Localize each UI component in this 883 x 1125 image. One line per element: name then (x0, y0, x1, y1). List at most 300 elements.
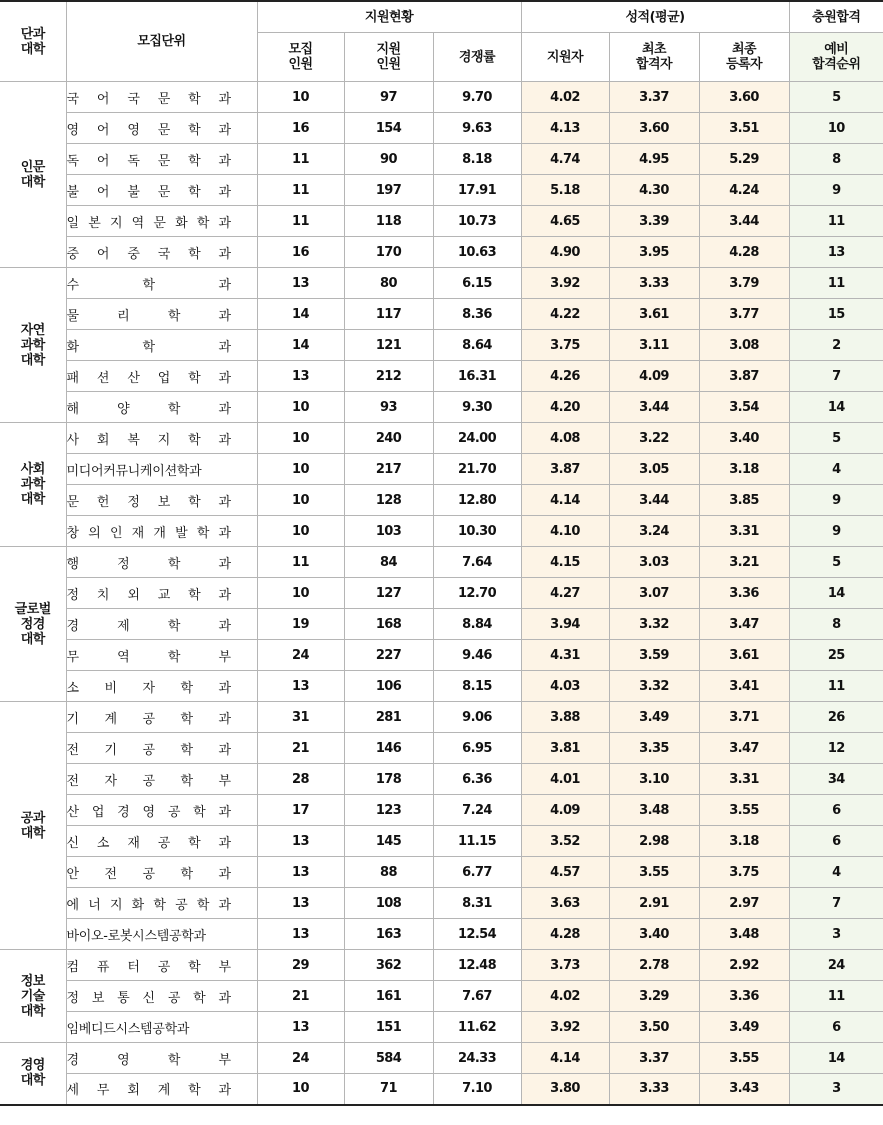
table-header (0, 1, 883, 82)
waitlist-rank-cell: 11 (789, 981, 883, 1012)
waitlist-rank-cell: 26 (789, 702, 883, 733)
quota-cell: 11 (257, 547, 344, 578)
grade-applicants-cell: 4.10 (521, 516, 609, 547)
waitlist-rank-cell: 7 (789, 361, 883, 392)
quota-cell: 11 (257, 175, 344, 206)
grade-applicants-cell: 4.57 (521, 857, 609, 888)
recruitment-unit: 화 학 과 (66, 330, 257, 361)
recruitment-unit: 경 제 학 과 (66, 609, 257, 640)
table-row (0, 640, 883, 671)
table-row (0, 795, 883, 826)
college-name: 경영 대학 (0, 1043, 66, 1105)
grade-first-pass-cell: 3.35 (609, 733, 699, 764)
table-row (0, 888, 883, 919)
grade-first-pass-cell: 2.78 (609, 950, 699, 981)
grade-first-pass-cell: 3.37 (609, 82, 699, 113)
grade-first-pass-cell: 3.22 (609, 423, 699, 454)
applicants-cell: 84 (344, 547, 433, 578)
college-name: 글로벌 정경 대학 (0, 547, 66, 702)
table-row (0, 981, 883, 1012)
grade-final-reg-cell: 3.08 (699, 330, 789, 361)
grade-applicants-cell: 3.87 (521, 454, 609, 485)
grade-first-pass-cell: 3.32 (609, 671, 699, 702)
competition-rate-cell: 9.06 (433, 702, 521, 733)
grade-final-reg-cell: 3.55 (699, 1043, 789, 1074)
grade-final-reg-cell: 3.41 (699, 671, 789, 702)
recruitment-unit: 전 자 공 학 부 (66, 764, 257, 795)
recruitment-unit: 기 계 공 학 과 (66, 702, 257, 733)
table-row (0, 454, 883, 485)
grade-first-pass-cell: 3.50 (609, 1012, 699, 1043)
waitlist-rank-cell: 8 (789, 144, 883, 175)
applicants-cell: 197 (344, 175, 433, 206)
waitlist-rank-cell: 25 (789, 640, 883, 671)
applicants-cell: 97 (344, 82, 433, 113)
applicants-cell: 117 (344, 299, 433, 330)
header-competition-rate: 경쟁률 (433, 33, 521, 82)
recruitment-unit: 국 어 국 문 학 과 (66, 82, 257, 113)
grade-final-reg-cell: 4.24 (699, 175, 789, 206)
grade-first-pass-cell: 3.29 (609, 981, 699, 1012)
quota-cell: 24 (257, 640, 344, 671)
applicants-cell: 212 (344, 361, 433, 392)
grade-final-reg-cell: 3.31 (699, 764, 789, 795)
waitlist-rank-cell: 5 (789, 82, 883, 113)
header-grade-final-reg: 최종 등록자 (699, 33, 789, 82)
applicants-cell: 227 (344, 640, 433, 671)
competition-rate-cell: 8.64 (433, 330, 521, 361)
recruitment-unit: 패 션 산 업 학 과 (66, 361, 257, 392)
applicants-cell: 163 (344, 919, 433, 950)
grade-first-pass-cell: 3.59 (609, 640, 699, 671)
recruitment-unit: 중 어 중 국 학 과 (66, 237, 257, 268)
recruitment-unit: 바이오-로봇시스템공학과 (66, 919, 257, 950)
grade-first-pass-cell: 3.37 (609, 1043, 699, 1074)
applicants-cell: 170 (344, 237, 433, 268)
table-row (0, 950, 883, 981)
college-name: 정보 기술 대학 (0, 950, 66, 1043)
waitlist-rank-cell: 14 (789, 1043, 883, 1074)
grade-applicants-cell: 4.08 (521, 423, 609, 454)
quota-cell: 10 (257, 485, 344, 516)
grade-final-reg-cell: 2.92 (699, 950, 789, 981)
quota-cell: 13 (257, 826, 344, 857)
waitlist-rank-cell: 9 (789, 516, 883, 547)
competition-rate-cell: 9.30 (433, 392, 521, 423)
competition-rate-cell: 11.15 (433, 826, 521, 857)
waitlist-rank-cell: 13 (789, 237, 883, 268)
grade-applicants-cell: 4.28 (521, 919, 609, 950)
quota-cell: 10 (257, 454, 344, 485)
header-unit: 모집단위 (66, 1, 257, 82)
grade-applicants-cell: 4.27 (521, 578, 609, 609)
grade-applicants-cell: 3.94 (521, 609, 609, 640)
quota-cell: 13 (257, 919, 344, 950)
grade-applicants-cell: 3.75 (521, 330, 609, 361)
applicants-cell: 127 (344, 578, 433, 609)
grade-applicants-cell: 4.65 (521, 206, 609, 237)
quota-cell: 28 (257, 764, 344, 795)
grade-final-reg-cell: 3.54 (699, 392, 789, 423)
quota-cell: 13 (257, 1012, 344, 1043)
quota-cell: 21 (257, 981, 344, 1012)
recruitment-unit: 사 회 복 지 학 과 (66, 423, 257, 454)
quota-cell: 17 (257, 795, 344, 826)
recruitment-unit: 무 역 학 부 (66, 640, 257, 671)
header-grades-avg: 성적(평균) (521, 1, 789, 33)
recruitment-unit: 독 어 독 문 학 과 (66, 144, 257, 175)
grade-applicants-cell: 4.22 (521, 299, 609, 330)
waitlist-rank-cell: 3 (789, 1074, 883, 1105)
grade-applicants-cell: 4.09 (521, 795, 609, 826)
grade-applicants-cell: 4.90 (521, 237, 609, 268)
grade-final-reg-cell: 3.87 (699, 361, 789, 392)
recruitment-unit: 컴 퓨 터 공 학 부 (66, 950, 257, 981)
applicants-cell: 93 (344, 392, 433, 423)
recruitment-unit: 창 의 인 재 개 발 학 과 (66, 516, 257, 547)
waitlist-rank-cell: 11 (789, 206, 883, 237)
table-row (0, 702, 883, 733)
grade-first-pass-cell: 3.03 (609, 547, 699, 578)
competition-rate-cell: 7.10 (433, 1074, 521, 1105)
applicants-cell: 151 (344, 1012, 433, 1043)
table-row (0, 268, 883, 299)
table-row (0, 609, 883, 640)
applicants-cell: 90 (344, 144, 433, 175)
competition-rate-cell: 6.77 (433, 857, 521, 888)
table-row (0, 175, 883, 206)
grade-first-pass-cell: 2.98 (609, 826, 699, 857)
grade-applicants-cell: 4.13 (521, 113, 609, 144)
waitlist-rank-cell: 6 (789, 1012, 883, 1043)
table-row (0, 1074, 883, 1105)
recruitment-unit: 정 보 통 신 공 학 과 (66, 981, 257, 1012)
grade-first-pass-cell: 3.49 (609, 702, 699, 733)
grade-first-pass-cell: 3.44 (609, 392, 699, 423)
applicants-cell: 88 (344, 857, 433, 888)
table-row (0, 857, 883, 888)
quota-cell: 11 (257, 144, 344, 175)
waitlist-rank-cell: 3 (789, 919, 883, 950)
grade-final-reg-cell: 5.29 (699, 144, 789, 175)
table-row (0, 361, 883, 392)
quota-cell: 13 (257, 888, 344, 919)
competition-rate-cell: 10.30 (433, 516, 521, 547)
table-row (0, 547, 883, 578)
recruitment-unit: 불 어 불 문 학 과 (66, 175, 257, 206)
waitlist-rank-cell: 4 (789, 857, 883, 888)
header-grade-applicants: 지원자 (521, 33, 609, 82)
grade-first-pass-cell: 3.07 (609, 578, 699, 609)
college-name: 공과 대학 (0, 702, 66, 950)
recruitment-unit: 산 업 경 영 공 학 과 (66, 795, 257, 826)
applicants-cell: 154 (344, 113, 433, 144)
applicants-cell: 146 (344, 733, 433, 764)
table-row (0, 330, 883, 361)
applicants-cell: 584 (344, 1043, 433, 1074)
header-grade-first-pass: 최초 합격자 (609, 33, 699, 82)
waitlist-rank-cell: 6 (789, 795, 883, 826)
header-college: 단과 대학 (0, 1, 66, 82)
recruitment-unit: 세 무 회 계 학 과 (66, 1074, 257, 1105)
waitlist-rank-cell: 7 (789, 888, 883, 919)
grade-first-pass-cell: 3.44 (609, 485, 699, 516)
waitlist-rank-cell: 14 (789, 392, 883, 423)
grade-first-pass-cell: 3.32 (609, 609, 699, 640)
applicants-cell: 106 (344, 671, 433, 702)
waitlist-rank-cell: 5 (789, 547, 883, 578)
grade-first-pass-cell: 3.11 (609, 330, 699, 361)
grade-first-pass-cell: 3.40 (609, 919, 699, 950)
college-name: 사회 과학 대학 (0, 423, 66, 547)
grade-applicants-cell: 3.88 (521, 702, 609, 733)
competition-rate-cell: 8.36 (433, 299, 521, 330)
applicants-cell: 123 (344, 795, 433, 826)
grade-applicants-cell: 4.14 (521, 485, 609, 516)
waitlist-rank-cell: 4 (789, 454, 883, 485)
waitlist-rank-cell: 15 (789, 299, 883, 330)
college-name: 자연 과학 대학 (0, 268, 66, 423)
competition-rate-cell: 12.54 (433, 919, 521, 950)
table-row (0, 516, 883, 547)
header-waitlist-rank: 예비 합격순위 (789, 33, 883, 82)
grade-final-reg-cell: 3.51 (699, 113, 789, 144)
quota-cell: 16 (257, 237, 344, 268)
applicants-cell: 168 (344, 609, 433, 640)
quota-cell: 13 (257, 268, 344, 299)
applicants-cell: 217 (344, 454, 433, 485)
grade-applicants-cell: 3.80 (521, 1074, 609, 1105)
grade-first-pass-cell: 3.10 (609, 764, 699, 795)
table-row (0, 578, 883, 609)
table-row (0, 237, 883, 268)
waitlist-rank-cell: 6 (789, 826, 883, 857)
grade-applicants-cell: 4.26 (521, 361, 609, 392)
competition-rate-cell: 8.18 (433, 144, 521, 175)
competition-rate-cell: 9.63 (433, 113, 521, 144)
quota-cell: 13 (257, 361, 344, 392)
grade-applicants-cell: 4.14 (521, 1043, 609, 1074)
grade-first-pass-cell: 3.60 (609, 113, 699, 144)
competition-rate-cell: 24.33 (433, 1043, 521, 1074)
recruitment-unit: 임베디드시스템공학과 (66, 1012, 257, 1043)
grade-final-reg-cell: 3.36 (699, 578, 789, 609)
grade-final-reg-cell: 3.71 (699, 702, 789, 733)
waitlist-rank-cell: 12 (789, 733, 883, 764)
grade-applicants-cell: 4.31 (521, 640, 609, 671)
applicants-cell: 71 (344, 1074, 433, 1105)
grade-final-reg-cell: 3.31 (699, 516, 789, 547)
grade-applicants-cell: 3.81 (521, 733, 609, 764)
grade-final-reg-cell: 3.44 (699, 206, 789, 237)
grade-final-reg-cell: 3.60 (699, 82, 789, 113)
recruitment-unit: 일 본 지 역 문 화 학 과 (66, 206, 257, 237)
waitlist-rank-cell: 11 (789, 671, 883, 702)
recruitment-unit: 신 소 재 공 학 과 (66, 826, 257, 857)
grade-first-pass-cell: 3.33 (609, 268, 699, 299)
competition-rate-cell: 6.15 (433, 268, 521, 299)
table-row (0, 392, 883, 423)
applicants-cell: 108 (344, 888, 433, 919)
waitlist-rank-cell: 9 (789, 485, 883, 516)
header-additional-pass: 충원합격 (789, 1, 883, 33)
quota-cell: 10 (257, 516, 344, 547)
applicants-cell: 240 (344, 423, 433, 454)
competition-rate-cell: 17.91 (433, 175, 521, 206)
waitlist-rank-cell: 9 (789, 175, 883, 206)
recruitment-unit: 영 어 영 문 학 과 (66, 113, 257, 144)
recruitment-unit: 안 전 공 학 과 (66, 857, 257, 888)
grade-first-pass-cell: 2.91 (609, 888, 699, 919)
applicants-cell: 118 (344, 206, 433, 237)
recruitment-unit: 전 기 공 학 과 (66, 733, 257, 764)
waitlist-rank-cell: 2 (789, 330, 883, 361)
recruitment-unit: 해 양 학 과 (66, 392, 257, 423)
table-row (0, 206, 883, 237)
applicants-cell: 128 (344, 485, 433, 516)
applicants-cell: 178 (344, 764, 433, 795)
quota-cell: 14 (257, 330, 344, 361)
quota-cell: 13 (257, 857, 344, 888)
recruitment-unit: 소 비 자 학 과 (66, 671, 257, 702)
table-body (0, 82, 883, 1105)
table-row (0, 82, 883, 113)
table-row (0, 485, 883, 516)
grade-final-reg-cell: 3.43 (699, 1074, 789, 1105)
table-row (0, 299, 883, 330)
table-row (0, 423, 883, 454)
waitlist-rank-cell: 24 (789, 950, 883, 981)
header-applicants: 지원 인원 (344, 33, 433, 82)
competition-rate-cell: 12.48 (433, 950, 521, 981)
quota-cell: 24 (257, 1043, 344, 1074)
grade-final-reg-cell: 3.48 (699, 919, 789, 950)
grade-final-reg-cell: 3.77 (699, 299, 789, 330)
waitlist-rank-cell: 34 (789, 764, 883, 795)
grade-final-reg-cell: 3.47 (699, 733, 789, 764)
competition-rate-cell: 7.67 (433, 981, 521, 1012)
grade-first-pass-cell: 3.48 (609, 795, 699, 826)
competition-rate-cell: 8.15 (433, 671, 521, 702)
competition-rate-cell: 6.36 (433, 764, 521, 795)
grade-first-pass-cell: 4.30 (609, 175, 699, 206)
competition-rate-cell: 12.80 (433, 485, 521, 516)
waitlist-rank-cell: 10 (789, 113, 883, 144)
grade-final-reg-cell: 3.79 (699, 268, 789, 299)
quota-cell: 10 (257, 578, 344, 609)
grade-applicants-cell: 3.52 (521, 826, 609, 857)
waitlist-rank-cell: 11 (789, 268, 883, 299)
applicants-cell: 362 (344, 950, 433, 981)
recruitment-unit: 미디어커뮤니케이션학과 (66, 454, 257, 485)
grade-applicants-cell: 4.74 (521, 144, 609, 175)
grade-applicants-cell: 4.02 (521, 82, 609, 113)
table-row (0, 671, 883, 702)
table-row (0, 919, 883, 950)
applicants-cell: 103 (344, 516, 433, 547)
competition-rate-cell: 11.62 (433, 1012, 521, 1043)
grade-final-reg-cell: 3.18 (699, 826, 789, 857)
competition-rate-cell: 7.64 (433, 547, 521, 578)
college-name: 인문 대학 (0, 82, 66, 268)
grade-first-pass-cell: 3.95 (609, 237, 699, 268)
table-row (0, 144, 883, 175)
grade-applicants-cell: 3.92 (521, 1012, 609, 1043)
recruitment-unit: 수 학 과 (66, 268, 257, 299)
quota-cell: 13 (257, 671, 344, 702)
header-application-status: 지원현황 (257, 1, 521, 33)
competition-rate-cell: 21.70 (433, 454, 521, 485)
quota-cell: 10 (257, 82, 344, 113)
grade-final-reg-cell: 4.28 (699, 237, 789, 268)
competition-rate-cell: 9.46 (433, 640, 521, 671)
grade-applicants-cell: 4.20 (521, 392, 609, 423)
applicants-cell: 145 (344, 826, 433, 857)
applicants-cell: 161 (344, 981, 433, 1012)
quota-cell: 16 (257, 113, 344, 144)
grade-first-pass-cell: 3.55 (609, 857, 699, 888)
grade-applicants-cell: 3.73 (521, 950, 609, 981)
quota-cell: 21 (257, 733, 344, 764)
competition-rate-cell: 8.84 (433, 609, 521, 640)
grade-final-reg-cell: 3.85 (699, 485, 789, 516)
recruitment-unit: 문 헌 정 보 학 과 (66, 485, 257, 516)
quota-cell: 10 (257, 392, 344, 423)
grade-applicants-cell: 3.92 (521, 268, 609, 299)
grade-applicants-cell: 3.63 (521, 888, 609, 919)
competition-rate-cell: 16.31 (433, 361, 521, 392)
competition-rate-cell: 8.31 (433, 888, 521, 919)
recruitment-unit: 경 영 학 부 (66, 1043, 257, 1074)
grade-first-pass-cell: 4.09 (609, 361, 699, 392)
grade-final-reg-cell: 3.40 (699, 423, 789, 454)
grade-final-reg-cell: 3.55 (699, 795, 789, 826)
header-quota: 모집 인원 (257, 33, 344, 82)
grade-final-reg-cell: 2.97 (699, 888, 789, 919)
recruitment-unit: 행 정 학 과 (66, 547, 257, 578)
table-row (0, 764, 883, 795)
grade-first-pass-cell: 3.39 (609, 206, 699, 237)
grade-final-reg-cell: 3.47 (699, 609, 789, 640)
competition-rate-cell: 24.00 (433, 423, 521, 454)
quota-cell: 19 (257, 609, 344, 640)
quota-cell: 10 (257, 1074, 344, 1105)
grade-first-pass-cell: 3.05 (609, 454, 699, 485)
grade-final-reg-cell: 3.49 (699, 1012, 789, 1043)
grade-applicants-cell: 4.02 (521, 981, 609, 1012)
quota-cell: 31 (257, 702, 344, 733)
table-row (0, 1012, 883, 1043)
recruitment-unit: 물 리 학 과 (66, 299, 257, 330)
competition-rate-cell: 10.73 (433, 206, 521, 237)
grade-final-reg-cell: 3.36 (699, 981, 789, 1012)
applicants-cell: 121 (344, 330, 433, 361)
applicants-cell: 281 (344, 702, 433, 733)
grade-first-pass-cell: 4.95 (609, 144, 699, 175)
competition-rate-cell: 12.70 (433, 578, 521, 609)
waitlist-rank-cell: 5 (789, 423, 883, 454)
table-row (0, 826, 883, 857)
waitlist-rank-cell: 8 (789, 609, 883, 640)
quota-cell: 10 (257, 423, 344, 454)
quota-cell: 14 (257, 299, 344, 330)
table-row (0, 733, 883, 764)
recruitment-unit: 에 너 지 화 학 공 학 과 (66, 888, 257, 919)
grade-final-reg-cell: 3.75 (699, 857, 789, 888)
competition-rate-cell: 9.70 (433, 82, 521, 113)
grade-applicants-cell: 4.03 (521, 671, 609, 702)
table-row (0, 1043, 883, 1074)
